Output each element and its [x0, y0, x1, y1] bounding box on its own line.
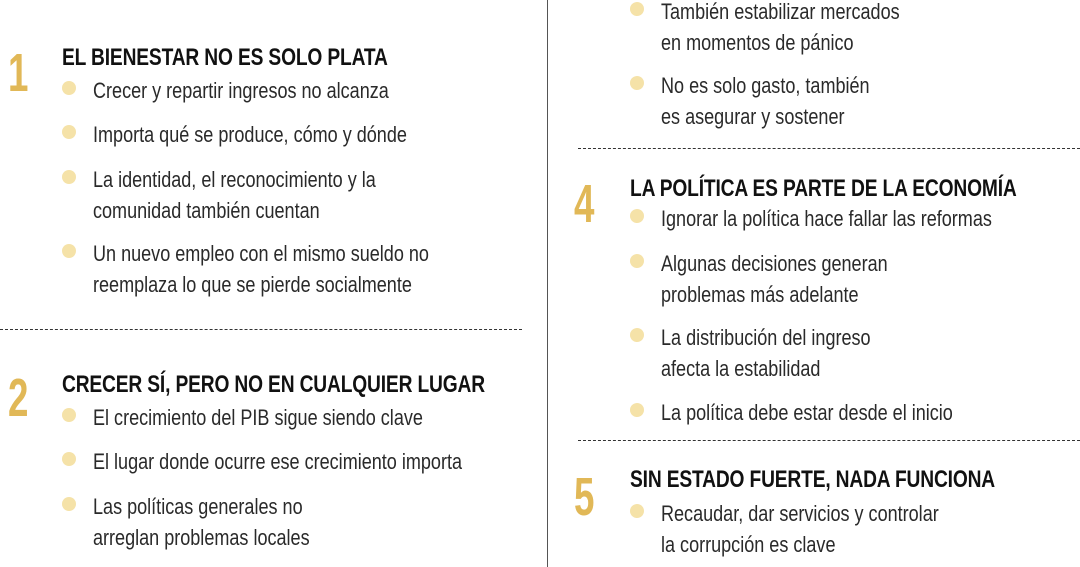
- bullet-icon: [62, 497, 76, 511]
- list-item-text: Recaudar, dar servicios y controlar la corrupción es clave: [661, 501, 939, 557]
- bullet-icon: [62, 408, 76, 422]
- section-divider: [578, 148, 1080, 149]
- list-item-text: La identidad, el reconocimiento y la comunidad también cuentan: [93, 167, 376, 223]
- list-item-text: Un nuevo empleo con el mismo sueldo no reemplaza lo que se pierde socialmente: [93, 241, 429, 297]
- bullet-icon: [62, 170, 76, 184]
- bullet-icon: [630, 2, 644, 16]
- bullet-icon: [62, 81, 76, 95]
- bullet-icon: [630, 209, 644, 223]
- section-title: CRECER SÍ, PERO NO EN CUALQUIER LUGAR: [62, 371, 485, 398]
- bullet-icon: [630, 328, 644, 342]
- list-item-text: La distribución del ingreso afecta la estabilidad: [661, 325, 871, 381]
- bullet-icon: [630, 504, 644, 518]
- section-title: LA POLÍTICA ES PARTE DE LA ECONOMÍA: [630, 175, 1017, 202]
- list-item-text: El lugar donde ocurre ese crecimiento importa: [93, 449, 463, 474]
- list-item-text: No es solo gasto, también es asegurar y sostener: [661, 73, 870, 129]
- list-item-text: Algunas decisiones generan problemas más adelante: [661, 251, 888, 307]
- bullet-icon: [630, 254, 644, 268]
- list-item-text: Las políticas generales no arreglan problemas locales: [93, 494, 310, 550]
- section-number: 4: [574, 174, 595, 234]
- column-divider: [547, 0, 548, 567]
- section-divider: [0, 329, 522, 330]
- list-item-text: Importa qué se produce, cómo y dónde: [93, 122, 407, 147]
- section-title: SIN ESTADO FUERTE, NADA FUNCIONA: [630, 466, 996, 493]
- section-number: 1: [8, 43, 29, 103]
- list-item-text: Crecer y repartir ingresos no alcanza: [93, 78, 389, 103]
- list-item-text: El crecimiento del PIB sigue siendo clave: [93, 405, 423, 430]
- section-title: EL BIENESTAR NO ES SOLO PLATA: [62, 44, 388, 71]
- list-item-text: La política debe estar desde el inicio: [661, 400, 953, 425]
- bullet-icon: [62, 452, 76, 466]
- bullet-icon: [62, 125, 76, 139]
- bullet-icon: [630, 76, 644, 90]
- section-number: 5: [574, 467, 595, 527]
- list-item-text: Ignorar la política hace fallar las reformas: [661, 206, 992, 231]
- section-number: 2: [8, 368, 29, 428]
- bullet-icon: [630, 403, 644, 417]
- section-divider: [578, 440, 1080, 441]
- bullet-icon: [62, 244, 76, 258]
- list-item-text: También estabilizar mercados en momentos de pánico: [661, 0, 900, 55]
